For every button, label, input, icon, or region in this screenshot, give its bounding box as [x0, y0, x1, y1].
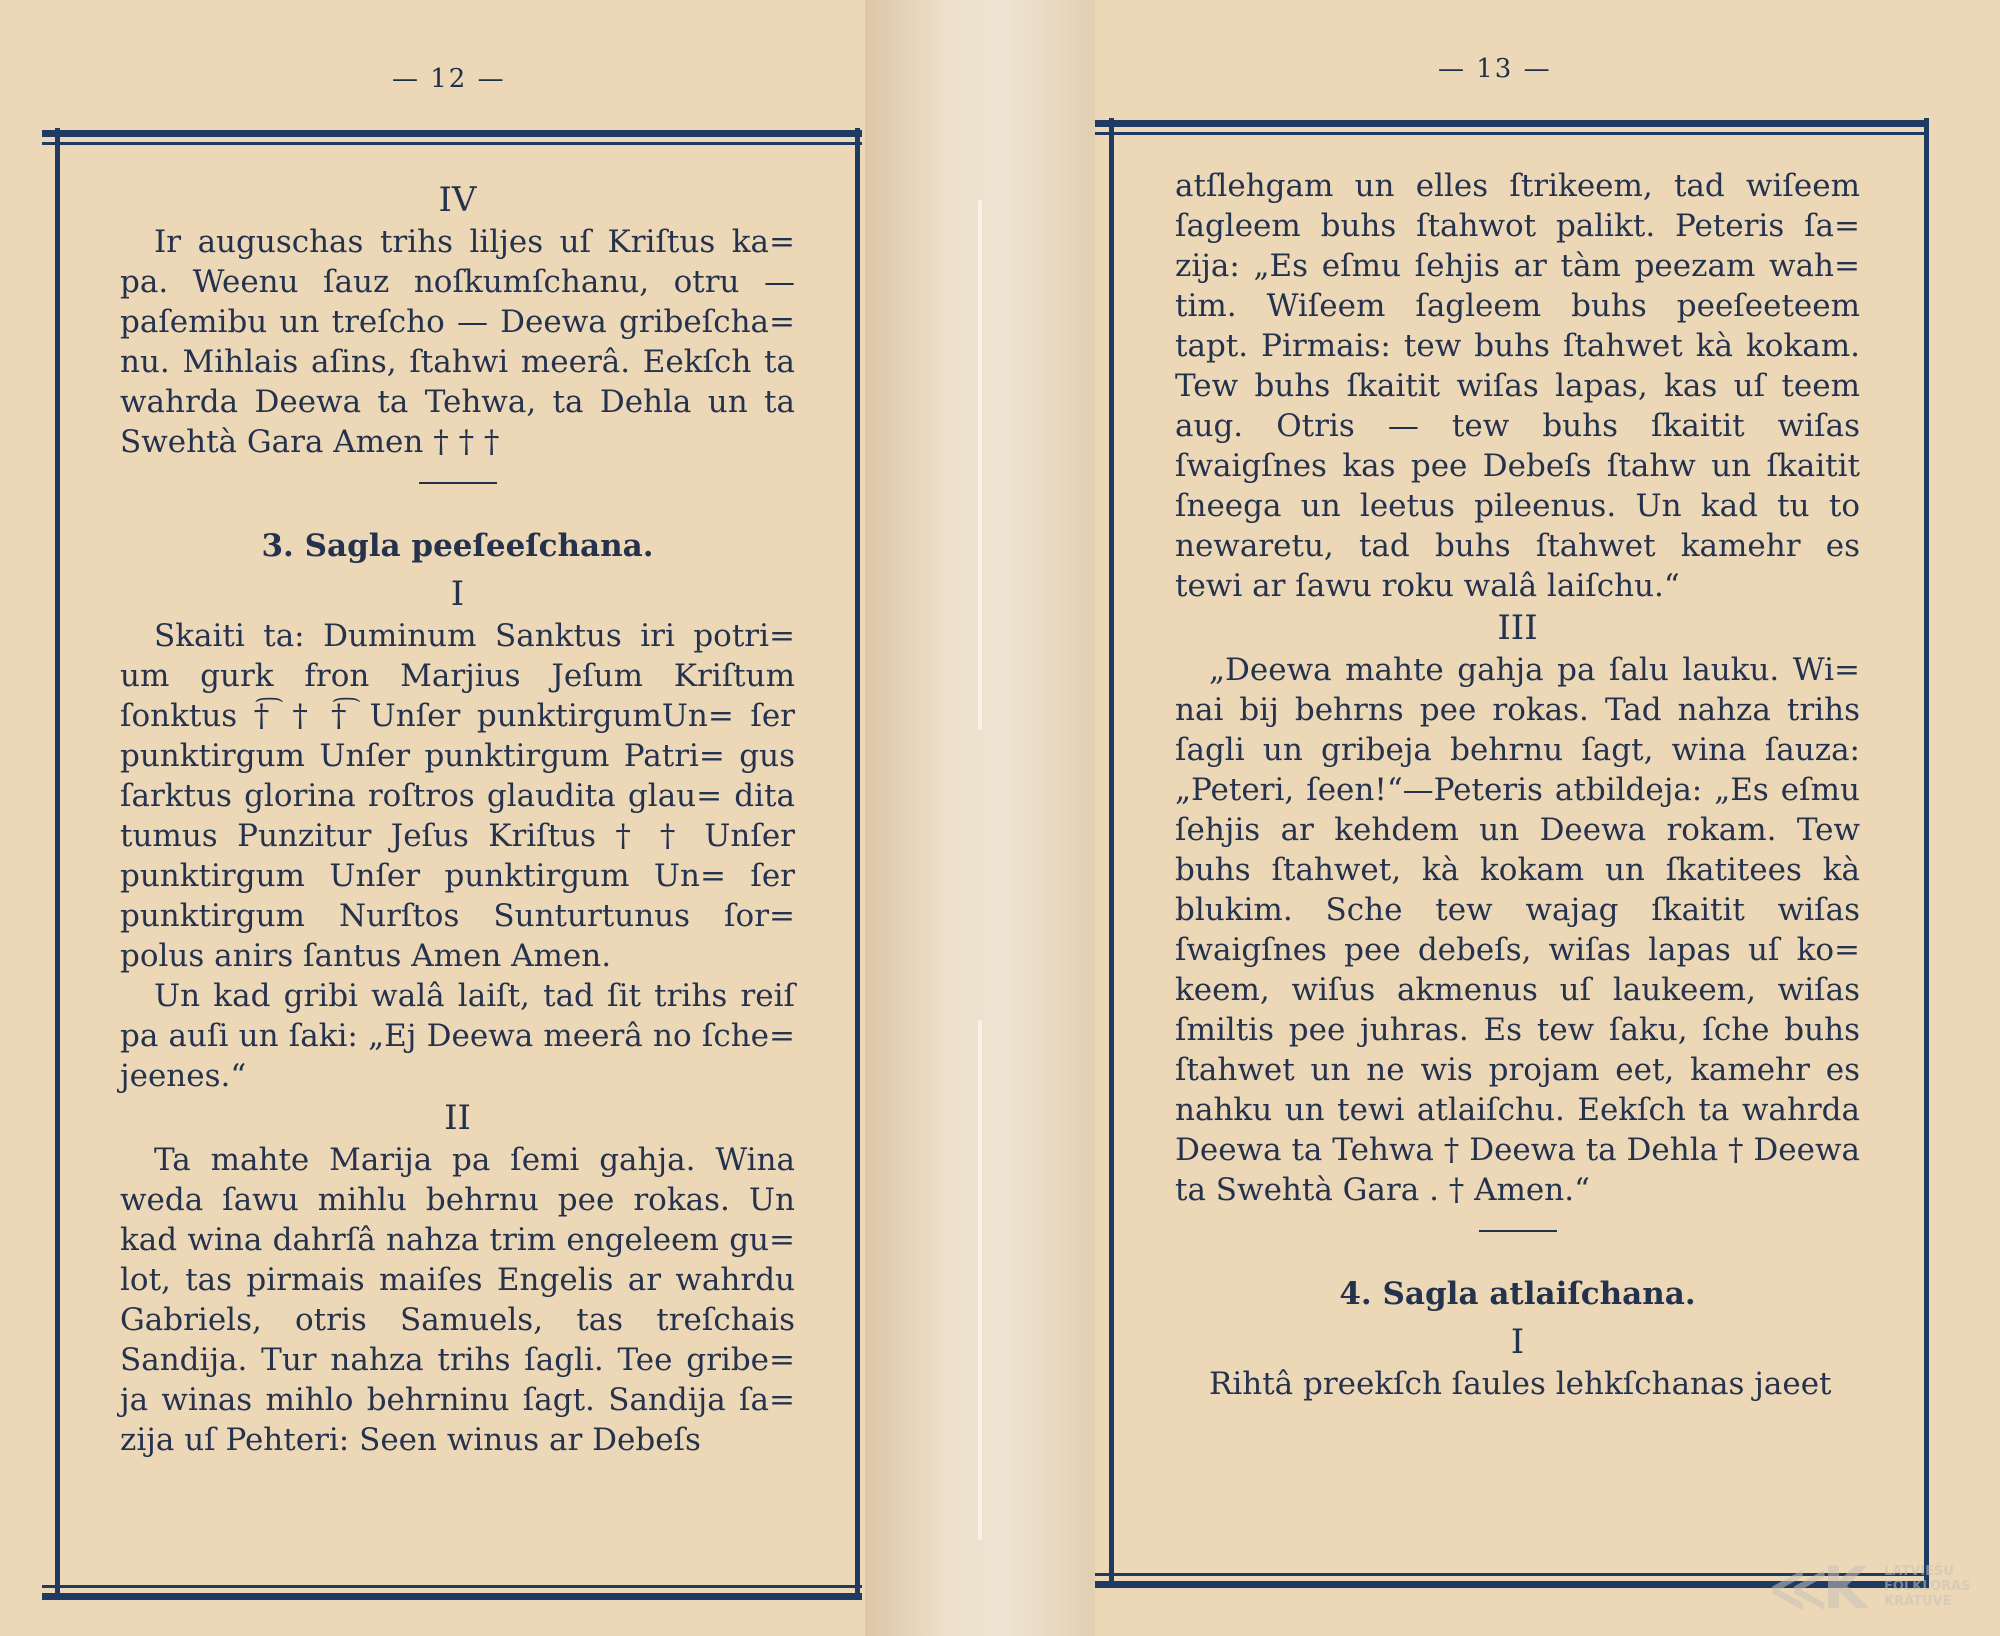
- right-page-text: [1175, 166, 1860, 1404]
- roman-numeral: III: [1497, 608, 1538, 648]
- roman-numeral: I: [1510, 1322, 1525, 1362]
- paragraph: Ir auguschas trihs liljes uſ Kriſtus ka= pa. Weenu ſauz noſkumſchanu, otru — paſemibu un treſcho — Deewa gribeſcha= nu. Mihlais aſins, ſtahwi meerâ. Eekſch ta wahrda Deewa ta Tehwa, ta Dehla un ta Swehtà Gara Amen † † †: [120, 224, 795, 460]
- logo-mark: ≪K: [1768, 1554, 1862, 1622]
- paragraph: Rihtâ preekſch ſaules lehkſchanas jaeet: [1209, 1366, 1832, 1402]
- paragraph: Un kad gribi walâ laiſt, tad ſit trihs reiſ pa auſi un ſaki: „Ej Deewa meerâ no ſche= jeenes.“: [120, 978, 795, 1094]
- section-heading: 3. Sagla peeſeeſchana.: [261, 528, 654, 564]
- section-separator: [1479, 1230, 1557, 1232]
- left-page-text: [120, 178, 795, 1460]
- logo-line: FOLKLORAS: [1884, 1579, 1971, 1594]
- archive-watermark-logo: [1768, 1548, 1988, 1628]
- paragraph: atſlehgam un elles ſtrikeem, tad wiſeem ſagleem buhs ſtahwot palikt. Peteris ſa= zija: „Es eſmu ſehjis ar tàm peezam wah= tim. Wiſeem ſagleem buhs peeſeeteem tapt. Pirmais: tew buhs ſtahwet kà kokam. Tew buhs ſkaitit wiſas lapas, kas uſ teem aug. Otris — tew buhs ſkaitit wiſas ſwaigſnes kas pee Debeſs ſtahw un ſkaitit ſneega un leetus pileenus. Un kad tu to newaretu, tad buhs ſtahwet kamehr es tewi ar ſawu roku walâ laiſchu.“: [1175, 168, 1860, 604]
- logo-text: [1884, 1564, 1971, 1609]
- paragraph: Skaiti ta: Duminum Sanktus iri potri= um gurk fron Marjius Jeſum Kriſtum ſonktus †͡ † †͡ Unſer punktirgumUn= ſer punktirgum Unſer punktirgum Patri= gus ſarktus glorina roſtros glaudita glau= dita tumus Punzitur Jeſus Kriſtus † † Unſer punktirgum Unſer punktirgum Un= ſer punktirgum Nurſtos Sunturtunus ſor= polus anirs ſantus Amen Amen.: [120, 618, 795, 974]
- bottom-border-inner: [42, 1585, 862, 1588]
- binding-stitch-upper: [978, 200, 982, 730]
- logo-line: LATVIEŠU: [1884, 1564, 1954, 1579]
- paragraph: Ta mahte Marija pa ſemi gahja. Wina weda ſawu mihlu behrnu pee rokas. Un kad wina dahrſâ nahza trim engeleem gu= lot, tas pirmais maiſes Engelis ar wahrdu Gabriels, otris Samuels, tas treſchais Sandija. Tur nahza trihs ſagli. Tee gribe= ja winas mihlo behrninu ſagt. Sandija ſa= zija uſ Pehteri: Seen winus ar Debeſs: [120, 1142, 795, 1458]
- binding-stitch-lower: [978, 1020, 982, 1540]
- section-heading: 4. Sagla atlaiſchana.: [1339, 1276, 1696, 1312]
- right-page: [1095, 0, 2000, 1636]
- paragraph: „Deewa mahte gahja pa ſalu lauku. Wi= nai bij behrns pee rokas. Tad nahza trihs ſagli un gribeja behrnu ſagt, wina ſauza: „Peteri, ſeen!“—Peteris atbildeja: „Es eſmu ſehjis ar kehdem un Deewa rokam. Tew buhs ſtahwet, kà kokam un ſkatitees kà blukim. Sche tew wajag ſkaitit wiſas ſwaigſnes pee debeſs, wiſas lapas uſ ko= keem, wiſus akmenus uſ laukeem, wiſas ſmiltis pee juhras. Es tew ſaku, ſche buhs ſtahwet un ne wis projam eet, kamehr es nahku un tewi atlaiſchu. Eekſch ta wahrda Deewa ta Tehwa † Deewa ta Dehla † Deewa ta Swehtà Gara . † Amen.“: [1175, 652, 1860, 1208]
- page-number: — 12 —: [392, 64, 506, 94]
- bottom-border: [42, 1593, 862, 1600]
- page-number: — 13 —: [1438, 54, 1552, 84]
- logo-line: KRĀTUVE: [1884, 1594, 1952, 1609]
- roman-numeral: II: [444, 1098, 471, 1138]
- left-page: [0, 0, 865, 1636]
- roman-numeral: IV: [438, 180, 477, 220]
- section-separator: [419, 482, 497, 484]
- roman-numeral: I: [450, 574, 465, 614]
